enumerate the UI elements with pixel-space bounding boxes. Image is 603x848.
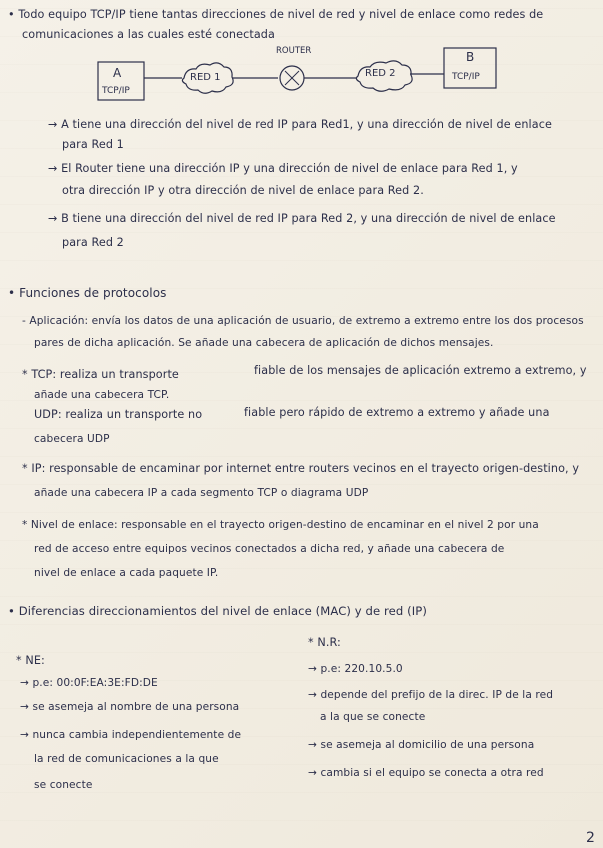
intro-line-1: • Todo equipo TCP/IP tiene tantas direcciones de nivel de red y nivel de enlace como redes de — [8, 8, 544, 21]
app-line-2: pares de dicha aplicación. Se añade una cabecera de aplicación de dichos mensajes. — [34, 337, 494, 349]
ne-analogy: → se asemeja al nombre de una persona — [20, 701, 240, 713]
note-router-line-1: → El Router tiene una dirección IP y una dirección de nivel de enlace para Red 1, y — [48, 162, 518, 175]
note-a-line-2: para Red 1 — [62, 138, 124, 151]
note-b-line-2: para Red 2 — [62, 236, 124, 249]
intro-line-2: comunicaciones a las cuales esté conectada — [22, 28, 275, 41]
diagram-lines — [0, 40, 603, 150]
link-line-2: red de acceso entre equipos vecinos conectados a dicha red, y añade una cabecera de — [34, 543, 505, 555]
nr-depends-2: a la que se conecte — [320, 711, 426, 723]
red2-label: RED 2 — [365, 68, 396, 79]
ip-line-2: añade una cabecera IP a cada segmento TCP o diagrama UDP — [34, 487, 369, 499]
link-line-1: * Nivel de enlace: responsable en el trayecto origen-destino de encaminar en el nivel 2 por una — [22, 519, 539, 531]
page-number: 2 — [586, 830, 595, 846]
tcp-line-2: añade una cabecera TCP. — [34, 389, 170, 401]
tcp-line-1b: fiable de los mensajes de aplicación extremo a extremo, y — [254, 364, 587, 377]
note-a-line-1: → A tiene una dirección del nivel de red IP para Red1, y una dirección de nivel de enlace — [48, 118, 552, 131]
nr-heading: * N.R: — [308, 636, 341, 649]
ne-never-changes-1: → nunca cambia independientemente de — [20, 729, 242, 741]
ne-never-changes-2: la red de comunicaciones a la que — [34, 753, 219, 765]
ne-example: → p.e: 00:0F:EA:3E:FD:DE — [20, 677, 158, 689]
nr-depends-1: → depende del prefijo de la direc. IP de la red — [308, 689, 554, 701]
udp-line-1a: UDP: realiza un transporte no — [34, 408, 203, 421]
link-line-3: nivel de enlace a cada paquete IP. — [34, 567, 219, 579]
functions-title: • Funciones de protocolos — [8, 286, 167, 300]
router-label: ROUTER — [276, 46, 312, 56]
tcp-line-1a: * TCP: realiza un transporte — [22, 368, 179, 381]
ne-never-changes-3: se conecte — [34, 779, 93, 791]
red1-label: RED 1 — [190, 72, 221, 83]
udp-line-1b: fiable pero rápido de extremo a extremo y añade una — [244, 406, 550, 419]
ip-line-1: * IP: responsable de encaminar por internet entre routers vecinos en el trayecto origen-destino, y — [22, 462, 580, 475]
differences-title: • Diferencias direccionamientos del nivel de enlace (MAC) y de red (IP) — [8, 604, 427, 618]
nr-example: → p.e: 220.10.5.0 — [308, 663, 403, 675]
node-b-label: B — [466, 50, 475, 64]
udp-line-2: cabecera UDP — [34, 433, 110, 445]
ne-heading: * NE: — [16, 654, 45, 667]
nr-changes: → cambia si el equipo se conecta a otra red — [308, 767, 544, 779]
node-a-sub: TCP/IP — [102, 86, 130, 96]
nr-analogy: → se asemeja al domicilio de una persona — [308, 739, 535, 751]
node-b-sub: TCP/IP — [452, 72, 480, 82]
node-a-label: A — [113, 66, 122, 80]
note-router-line-2: otra dirección IP y otra dirección de nivel de enlace para Red 2. — [62, 184, 424, 197]
note-b-line-1: → B tiene una dirección del nivel de red IP para Red 2, y una dirección de nivel de enlace — [48, 212, 556, 225]
app-line-1: - Aplicación: envía los datos de una aplicación de usuario, de extremo a extremo entre los dos procesos — [22, 315, 584, 327]
